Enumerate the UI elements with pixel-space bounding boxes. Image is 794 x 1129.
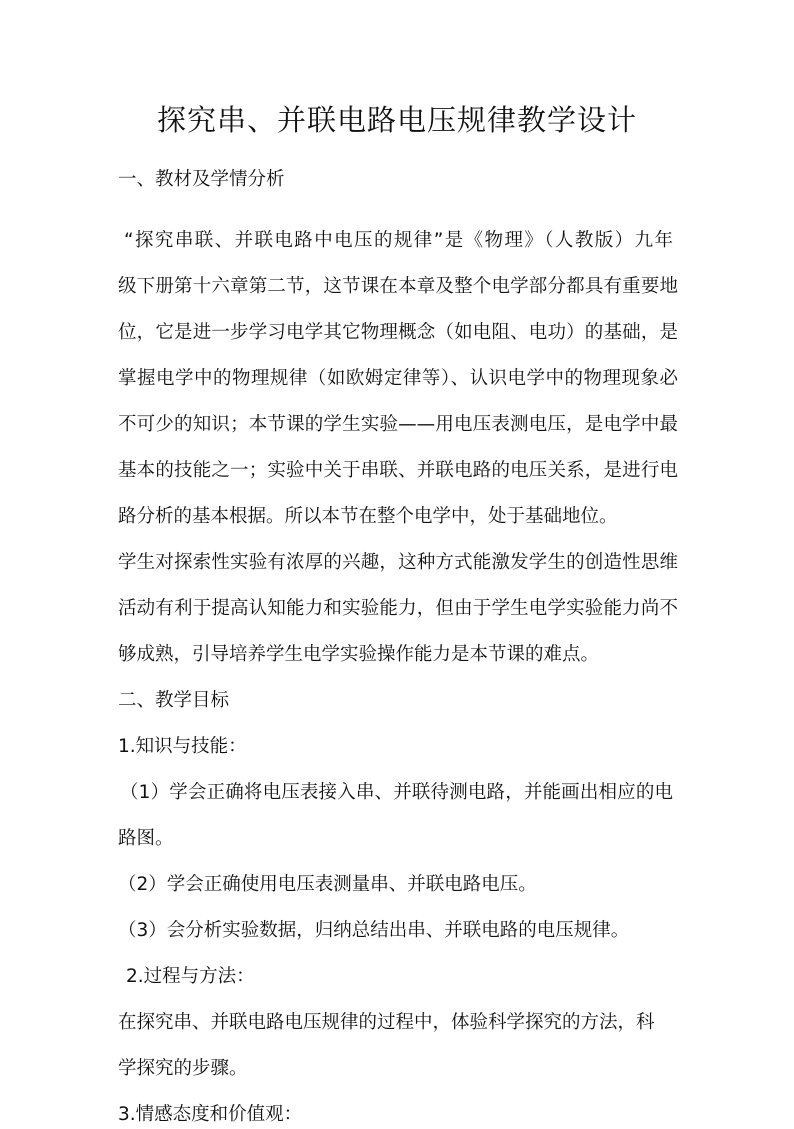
paragraph-line: 够成熟，引导培养学生电学实验操作能力是本节课的难点。 [118,644,600,665]
paragraph-line: 学探究的步骤。 [118,1058,248,1079]
document-title: 探究串、并联电路电压规律教学设计 [156,103,637,137]
heading-textbook-analysis: 一、教材及学情分析 [118,169,285,190]
heading-teaching-goals: 二、教学目标 [118,690,230,711]
paragraph-line: 在探究串、并联电路电压规律的过程中，体验科学探究的方法，科 [118,1012,655,1033]
paragraph-line: 位，它是进一步学习电学其它物理概念（如电阻、电功）的基础，是 [118,322,678,343]
paragraph-line: 基本的技能之一；实验中关于串联、并联电路的电压关系，是进行电 [118,460,678,481]
list-item-line: （2）学会正确使用电压表测量串、并联电路电压。 [118,874,537,895]
paragraph-line: 不可少的知识；本节课的学生实验——用电压表测电压，是电学中最 [118,414,678,435]
paragraph-line: 级下册第十六章第二节，这节课在本章及整个电学部分都具有重要地 [118,276,678,297]
paragraph-line: 活动有利于提高认知能力和实验能力，但由于学生电学实验能力尚不 [118,598,678,619]
paragraph-line: 路分析的基本根据。所以本节在整个电学中，处于基础地位。 [118,506,618,527]
subheading-process-methods: 2.过程与方法： [126,966,255,987]
list-item-line: （1）学会正确将电压表接入串、并联待测电路，并能画出相应的电 [120,782,673,803]
paragraph-line: “探究串联、并联电路中电压的规律”是《物理》（人教版）九年 [124,230,673,251]
paragraph-line: 学生对探索性实验有浓厚的兴趣，这种方式能激发学生的创造性思维 [118,552,678,573]
subheading-emotion-values: 3.情感态度和价值观： [118,1104,303,1125]
list-item-line: 路图。 [118,828,174,849]
list-item-line: （3）会分析实验数据，归纳总结出串、并联电路的电压规律。 [118,920,630,941]
paragraph-line: 掌握电学中的物理规律（如欧姆定律等）、认识电学中的物理现象必 [118,368,678,389]
subheading-knowledge-skills: 1.知识与技能： [118,736,247,757]
